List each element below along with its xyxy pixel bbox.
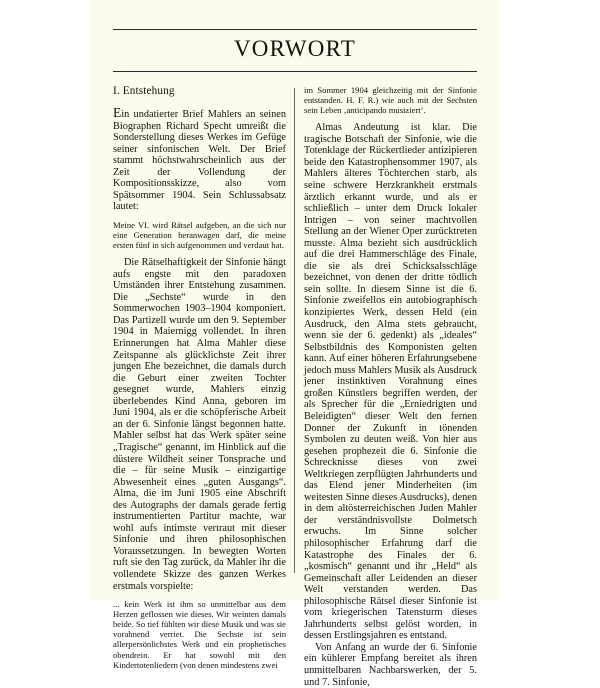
quotation-block: Meine VI. wird Rätsel aufgeben, an die sich nur eine Generation heranwagen darf, die meine ersten fünf in sich aufgenommen und verdaut hat. bbox=[113, 219, 286, 251]
column-divider bbox=[294, 88, 295, 573]
paragraph-body: Almas Andeutung ist klar. Die tragische Botschaft der Sinfonie, wie die Totenklage der Rückertlieder antizipieren beide den Katastrophensommer 1907, als Mahlers älteres Töchterchen starb, als seine schwere Herzkrankheit erstmals ärztlich erkannt wurde, und als er schließlich – unter dem Druck lokaler Intrigen – von seiner machtvollen Stellung an der Wiener Oper zurücktreten musste. Alma bezieht sich ausdrücklich auf die drei Hammerschläge des Finale, die sie als drei Schicksalsschläge bezeichnet, von denen der dritte tödlich sein sollte. In diesem Sinne ist die 6. Sinfonie zweifellos ein autobiographisch konzipiertes Werk, dessen Held (ein Ausdruck, den Alma stets gebraucht, wenn sie der 6. gedenkt) als „ideales“ Selbstbildnis des Komponisten gelten kann. Auf einer höheren Erfahrungsebene jedoch muss Mahlers Musik als Ausdruck jener instinktiven Vorahnung eines großen Künstlers begriffen werden, der als Sprecher für die „Erniedrigten und Beleidigten“ dieser Welt den fernen Donner der Zukunft in tönenden Symbolen zu deuten weiß. Von hier aus gesehen prophezeit die 6. Sinfonie die Schrecknisse dieses von zwei Weltkriegen zerpflügten Jahrhunderts und das Elend jener Minderheiten (im weitesten Sinne dieses Ausdrucks), denen in dem altösterreichischen Juden Mahler der verständnisvollste Dolmetsch erwuchs. Im Sinne solcher philosophischer Erfahrung darf die Katastrophe des Finales der 6. „kosmisch“ genannt und ihr „Held“ als Gemeinschaft aller Leidenden an dieser Welt verstanden werden. Das philosophische Rätsel dieser Sinfonie ist vom kriegerischen Tatensturm dieses Jahrhunderts selbst gelöst worden, in dessen Erstlingsjahren es entstand. bbox=[304, 122, 477, 642]
quotation-block-continued: im Sommer 1904 gleichzeitig mit der Sinfonie entstanden. H. F. R.) wie auch mit der Sechsten sein Leben ‚anticipando musiziert‘. bbox=[304, 85, 477, 116]
page-title: VORWORT bbox=[233, 36, 357, 61]
right-column bbox=[304, 85, 477, 688]
title-rule-bottom bbox=[113, 71, 477, 72]
book-page bbox=[90, 0, 500, 688]
section-heading: I. Entstehung bbox=[113, 85, 175, 97]
two-column-text-area bbox=[113, 85, 477, 688]
paragraph-opening bbox=[113, 105, 286, 213]
left-column bbox=[113, 85, 286, 670]
title-rule-top bbox=[113, 29, 477, 30]
paragraph-text: in undatierter Brief Mahlers an seinen Biographen Richard Specht umreißt die Sonderstellung dieses Werkes im Gefüge seiner sinfonischen Welt. Der Brief stammt höchstwahrscheinlich aus der Zeit der Vollendung der Kompositionsskizze, also vom Spätsommer 1904. Sein Schlussabsatz lautet: bbox=[113, 109, 286, 213]
paragraph-body: Von Anfang an wurde der 6. Sinfonie ein kühlerer Empfang bereitet als ihren unmittelbaren Nachbarswerken, der 5. und 7. Sinfonie, bbox=[304, 641, 477, 688]
paragraph-body: Die Rätselhaftigkeit der Sinfonie hängt aufs engste mit den paradoxen Umständen ihrer Entstehung zusammen. Die „Sechste“ wurde in den Sommerwochen 1903–1904 komponiert. Das Partizell wurde um den 9. September 1904 in Maiernigg vollendet. In ihren Erinnerungen hat Alma Mahler diese Zeitspanne als glücklichste Zeit ihrer jungen Ehe bezeichnet, die damals durch die Geburt einer zweiten Tochter gesegnet wurde, Mahlers einzig überlebendes Kind Anna, geboren im Juni 1904, als er die schöpferische Arbeit an der 6. Sinfonie längst begonnen hatte. Mahler selbst hat das Werk später seine „Tragische“ genannt, im Hinblick auf die düstere Wildheit seiner Tonsprache und die – für seine Musik – einzigartige Abwesenheit eines „guten Ausgangs“. Alma, die im Juni 1905 eine Abschrift des Autographs der damals gerade fertig instrumentierten Partitur machte, war wohl aufs intimste vertraut mit dieser Sinfonie und ihren philosophischen Voraussetzungen. In bewegten Worten ruft sie den Tag zurück, da Mahler ihr die vollendete Skizze des ganzen Werkes erstmals vorspielte: bbox=[113, 257, 286, 592]
quotation-block: ... kein Werk ist ihm so unmittelbar aus dem Herzen geflossen wie dieses. Wir weinten damals beide. So tief fühlten wir diese Musik und was sie vorahnend verriet. Die Sechste ist sein allerpersönlichstes Werk und ein prophetisches obendrein. Er hat sowohl mit den Kindertotenliedern (von denen mindestens zwei bbox=[113, 599, 286, 670]
drop-initial: E bbox=[113, 105, 122, 120]
